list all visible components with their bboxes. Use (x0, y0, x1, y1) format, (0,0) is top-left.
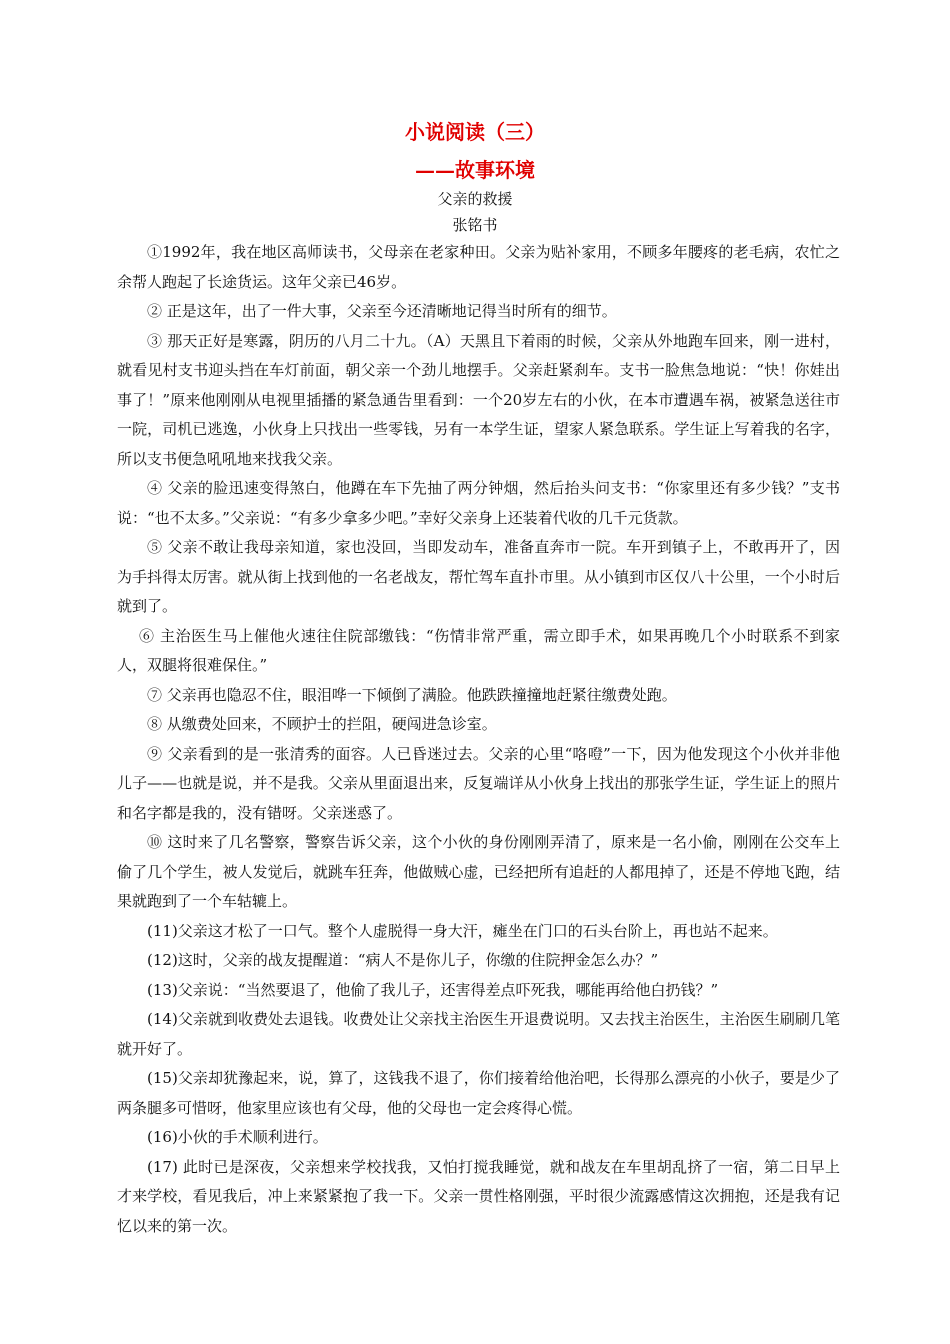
paragraph: ③ 那天正好是寒露，阴历的八月二十九。（A）天黑且下着雨的时候，父亲从外地跑车回来，刚一进村，就看见村支书迎头挡在车灯前面，朝父亲一个劲儿地摆手。父亲赶紧刹车。支书一脸焦急地说：“快！你娃出事了！”原来他刚刚从电视里插播的紧急通告里看到：一个20岁左右的小伙，在本市遭遇车祸，被紧急送往市一院，司机已逃逸，小伙身上只找出一些零钱，另有一本学生证，望家人紧急联系。学生证上写着我的名字，所以支书便急吼吼地来找我父亲。 (117, 331, 840, 468)
paragraph: (16)小伙的手术顺利进行。 (147, 1128, 328, 1146)
story-title: 父亲的救援 (437, 190, 513, 208)
page-subtitle: ——故事环境 (415, 158, 535, 182)
paragraph: ② 正是这年，出了一件大事，父亲至今还清晰地记得当时所有的细节。 (147, 302, 617, 320)
paragraph: ⑤ 父亲不敢让我母亲知道，家也没回，当即发动车，准备直奔市一院。车开到镇子上，不敢再开了，因为手抖得太厉害。就从街上找到他的一名老战友，帮忙驾车直扑市里。从小镇到市区仅八十公里，一个小时后就到了。 (117, 538, 840, 615)
page-title: 小说阅读（三） (405, 120, 545, 144)
paragraph: ⑩ 这时来了几名警察，警察告诉父亲，这个小伙的身份刚刚弄清了，原来是一名小偷，刚刚在公交车上偷了几个学生，被人发觉后，就跳车狂奔，他做贼心虚，已经把所有追赶的人都甩掉了，还是不停地飞跑，结果就跑到了一个车轱辘上。 (117, 833, 840, 910)
paragraph: (14)父亲就到收费处去退钱。收费处让父亲找主治医生开退费说明。又去找主治医生，主治医生刷刷几笔就开好了。 (117, 1010, 840, 1058)
paragraph: (12)这时，父亲的战友提醒道：“病人不是你儿子，你缴的住院押金怎么办？” (147, 951, 659, 969)
paragraph: (15)父亲却犹豫起来，说，算了，这钱我不退了，你们接着给他治吧，长得那么漂亮的小伙子，要是少了两条腿多可惜呀，他家里应该也有父母，他的父母也一定会疼得心慌。 (117, 1069, 840, 1117)
paragraph: ⑦ 父亲再也隐忍不住，眼泪哗一下倾倒了满脸。他跌跌撞撞地赶紧往缴费处跑。 (147, 685, 677, 704)
story-author: 张铭书 (452, 216, 498, 234)
paragraph: (17) 此时已是深夜，父亲想来学校找我，又怕打搅我睡觉，就和战友在车里胡乱挤了一宿，第二日早上才来学校，看见我后，冲上来紧紧抱了我一下。父亲一贯性格刚强，平时很少流露感情这次拥抱，还是我有记忆以来的第一次。 (117, 1157, 840, 1235)
paragraph: ⑥ 主治医生马上催他火速往住院部缴钱：“伤情非常严重，需立即手术，如果再晚几个小时联系不到家人，双腿将很难保住。” (117, 626, 840, 674)
paragraph: ④ 父亲的脸迅速变得煞白，他蹲在车下先抽了两分钟烟，然后抬头问支书：“你家里还有多少钱？”支书说：“也不太多。”父亲说：“有多少拿多少吧。”幸好父亲身上还装着代收的几千元货款。 (117, 479, 840, 527)
paragraph: (13)父亲说：“当然要退了，他偷了我儿子，还害得差点吓死我，哪能再给他白扔钱？” (147, 980, 719, 999)
paragraph: ①1992年，我在地区高师读书，父母亲在老家种田。父亲为贴补家用，不顾多年腰疼的老毛病，农忙之余帮人跑起了长途货运。这年父亲已46岁。 (117, 243, 840, 291)
paragraph: ⑧ 从缴费处回来，不顾护士的拦阻，硬闯进急诊室。 (147, 715, 497, 733)
story-body (117, 238, 840, 1241)
paragraph: ⑨ 父亲看到的是一张清秀的面容。人已昏迷过去。父亲的心里“咯噔”一下，因为他发现这个小伙并非他儿子——也就是说，并不是我。父亲从里面退出来，反复端详从小伙身上找出的那张学生证，学生证上的照片和名字都是我的，没有错呀。父亲迷惑了。 (117, 744, 840, 822)
paragraph: (11)父亲这才松了一口气。整个人虚脱得一身大汗，瘫坐在门口的石头台阶上，再也站不起来。 (147, 921, 778, 940)
